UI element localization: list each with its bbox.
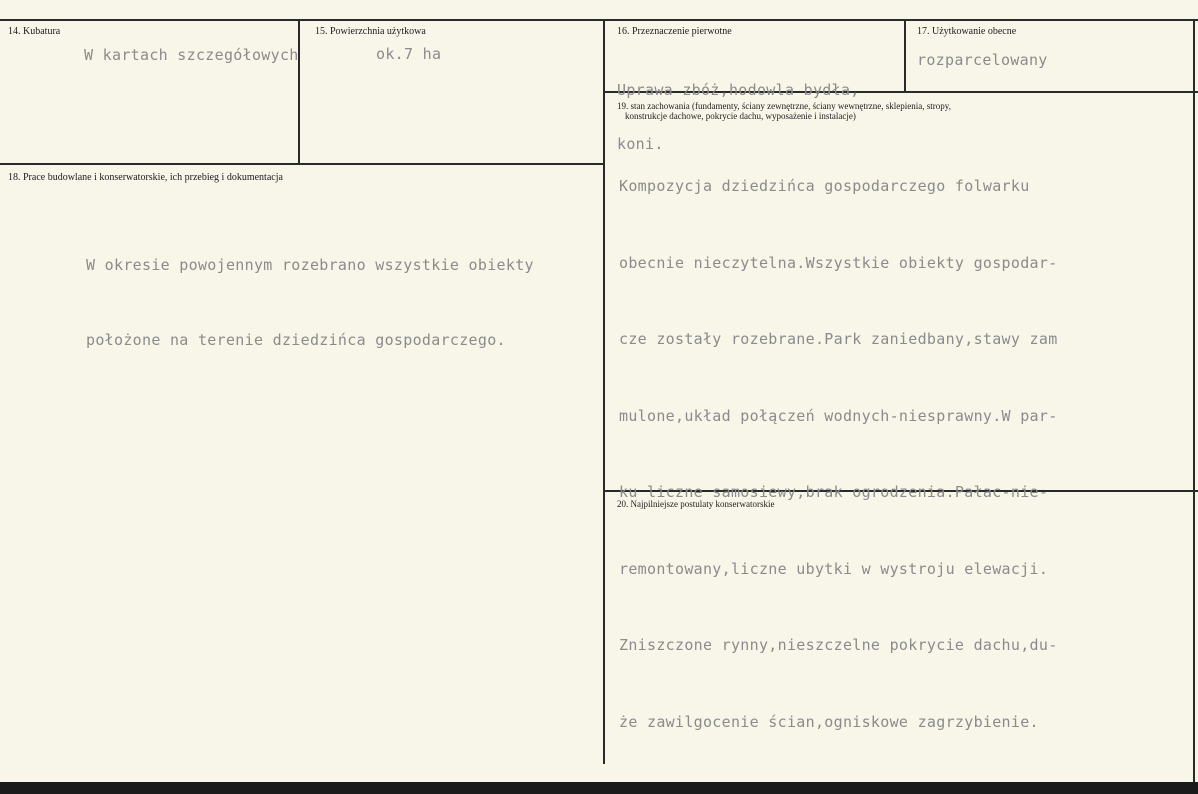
- field-19-line: że zawilgocenie ścian,ogniskowe zagrzybienie.: [619, 712, 1039, 731]
- divider-16-17: [904, 19, 906, 92]
- field-18-value: [86, 203, 534, 403]
- right-edge: [1193, 19, 1195, 782]
- divider-14-15: [298, 19, 300, 164]
- field-14-value: W kartach szczegółowych: [84, 46, 299, 64]
- field-19-label-line: konstrukcje dachowe, pokrycie dachu, wyposażenie i instalacje): [625, 111, 856, 121]
- field-20-label: 20. Najpilniejsze postulaty konserwatorskie: [617, 499, 775, 509]
- field-19-line: obecnie nieczytelna.Wszystkie obiekty gospodar-: [619, 253, 1058, 272]
- field-19-value: [619, 123, 1058, 786]
- field-19-line: mulone,układ połączeń wodnych-niesprawny.W par-: [619, 406, 1058, 425]
- field-15-label: 15. Powierzchnia użytkowa: [315, 26, 426, 37]
- rule-under-14-15: [0, 163, 603, 165]
- field-17-label: 17. Użytkowanie obecne: [917, 26, 1017, 37]
- field-19-label: [617, 101, 951, 121]
- field-18-line: W okresie powojennym rozebrano wszystkie obiekty: [86, 256, 534, 274]
- field-18-line: położone na terenie dziedzińca gospodarczego.: [86, 331, 506, 349]
- field-19-line: ku liczne samosiewy,brak ogrodzenia.Pałac-nie-: [619, 483, 1049, 501]
- field-19-line: remontowany,liczne ubytki w wystroju elewacji.: [619, 559, 1049, 578]
- top-rule: [0, 19, 1198, 21]
- field-16-line: koni.: [617, 135, 664, 153]
- field-19-label-line: 19. stan zachowania (fundamenty, ściany zewnętrzne, ściany wewnętrzne, sklepienia, stropy,: [617, 101, 951, 111]
- field-16-line: Uprawa zbóż,hodowla bydła,: [617, 81, 860, 99]
- field-19-line: Zniszczone rynny,nieszczelne pokrycie dachu,du-: [619, 636, 1058, 654]
- field-19-line: Kompozycja dziedzińca gospodarczego folwarku: [619, 177, 1030, 195]
- center-divider: [603, 19, 605, 764]
- field-19-line: cze zostały rozebrane.Park zaniedbany,stawy zam: [619, 330, 1058, 348]
- field-14-label: 14. Kubatura: [8, 26, 61, 37]
- field-16-label: 16. Przeznaczenie pierwotne: [617, 26, 732, 37]
- field-15-value: ok.7 ha: [376, 45, 442, 63]
- field-17-value: rozparcelowany: [917, 51, 1048, 69]
- field-18-label: 18. Prace budowlane i konserwatorskie, ich przebieg i dokumentacja: [8, 172, 283, 183]
- scan-bottom-edge: [0, 782, 1198, 794]
